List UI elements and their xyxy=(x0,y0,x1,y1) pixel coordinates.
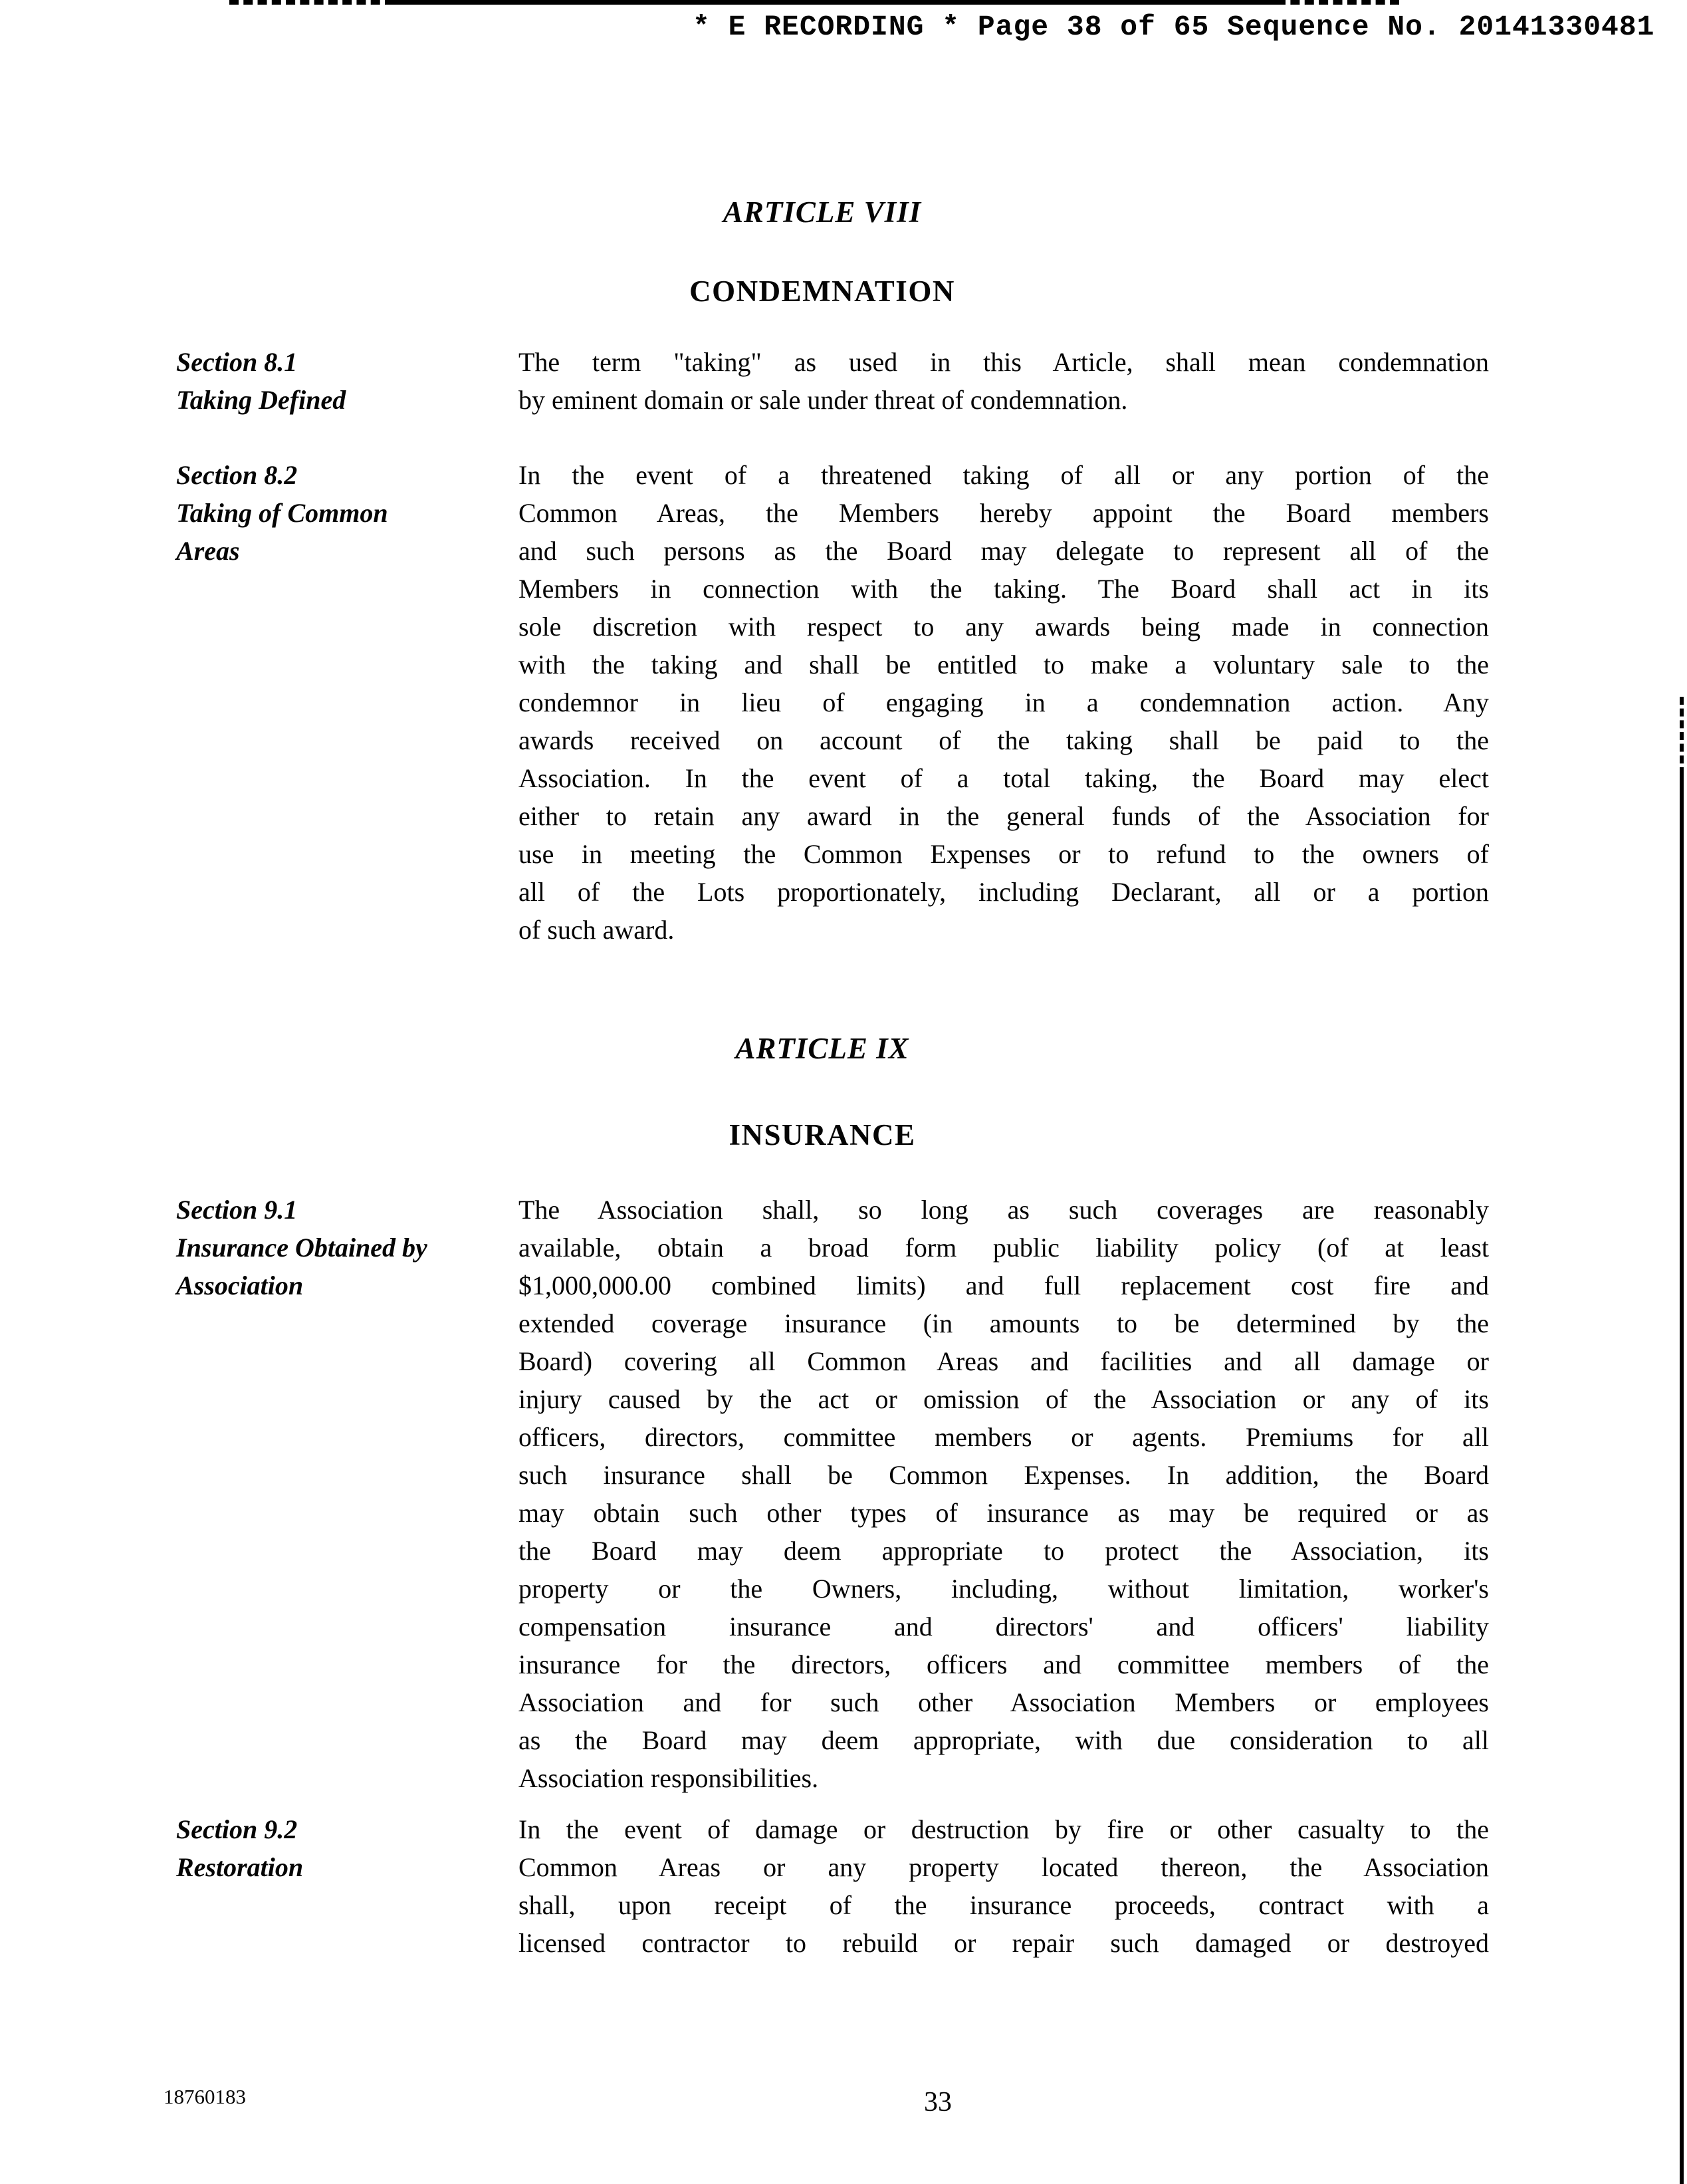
text-line: extended coverage insurance (in amounts to be determined by the xyxy=(518,1308,1489,1338)
section-8-1 xyxy=(176,343,1489,419)
section-9-2 xyxy=(176,1810,1489,1962)
text-line: and such persons as the Board may delegate to represent all of the xyxy=(518,536,1489,566)
text-line: with the taking and shall be entitled to make a voluntary sale to the xyxy=(518,650,1489,679)
text-line: The term "taking" as used in this Article, shall mean condemnation xyxy=(518,347,1489,377)
section-number: Section 8.1 xyxy=(176,347,298,377)
section-8-1-body xyxy=(518,343,1489,419)
text-line: Common Areas or any property located thereon, the Association xyxy=(518,1852,1489,1882)
section-title xyxy=(176,1848,518,1886)
text-line: Restoration xyxy=(176,1852,304,1882)
text-line: The Association shall, so long as such coverages are reasonably xyxy=(518,1195,1489,1225)
text-line: insurance for the directors, officers and committee members of the xyxy=(518,1649,1489,1679)
top-scan-line-dashed-right xyxy=(1276,0,1399,5)
text-line: shall, upon receipt of the insurance proceeds, contract with a xyxy=(518,1890,1489,1920)
text-line: Board) covering all Common Areas and facilities and all damage or xyxy=(518,1346,1489,1376)
text-line: awards received on account of the taking shall be paid to the xyxy=(518,725,1489,755)
text-line: all of the Lots proportionately, including Declarant, all or a portion xyxy=(518,877,1489,907)
section-8-2-label xyxy=(176,456,518,570)
text-line: such insurance shall be Common Expenses. In addition, the Board xyxy=(518,1460,1489,1490)
text-line: Association. In the event of a total taking, the Board may elect xyxy=(518,763,1489,793)
e-recording-header: * E RECORDING * Page 38 of 65 Sequence No. 20141330481 xyxy=(693,11,1655,43)
text-line: Taking of Common xyxy=(176,498,388,528)
section-number: Section 8.2 xyxy=(176,460,298,490)
right-scan-line-dashed xyxy=(1680,697,1684,775)
section-9-2-body xyxy=(518,1810,1489,1962)
insurance-heading: INSURANCE xyxy=(729,1118,916,1152)
section-9-2-label xyxy=(176,1810,518,1886)
text-line: by eminent domain or sale under threat of condemnation. xyxy=(518,385,1128,415)
section-title xyxy=(176,381,518,419)
text-line: Association and for such other Association Members or employees xyxy=(518,1687,1489,1717)
text-line: injury caused by the act or omission of the Association or any of its xyxy=(518,1384,1489,1414)
text-line: of such award. xyxy=(518,915,675,945)
text-line: Common Areas, the Members hereby appoint the Board members xyxy=(518,498,1489,528)
text-line: Association responsibilities. xyxy=(518,1763,819,1793)
section-8-2-body xyxy=(518,456,1489,949)
right-scan-line xyxy=(1680,773,1684,2184)
text-line: officers, directors, committee members or agents. Premiums for all xyxy=(518,1422,1489,1452)
section-number: Section 9.1 xyxy=(176,1195,298,1225)
section-9-1-label xyxy=(176,1191,518,1304)
footer-page-number: 33 xyxy=(924,2087,952,2118)
section-number: Section 9.2 xyxy=(176,1814,298,1844)
text-line: compensation insurance and directors' and officers' liability xyxy=(518,1612,1489,1641)
text-line: $1,000,000.00 combined limits) and full replacement cost fire and xyxy=(518,1271,1489,1300)
footer-document-number: 18760183 xyxy=(164,2085,246,2108)
text-line: Areas xyxy=(176,536,240,566)
text-line: either to retain any award in the general funds of the Association for xyxy=(518,801,1489,831)
text-line: may obtain such other types of insurance as may be required or as xyxy=(518,1498,1489,1528)
text-line: property or the Owners, including, without limitation, worker's xyxy=(518,1574,1489,1604)
text-line: available, obtain a broad form public liability policy (of at least xyxy=(518,1233,1489,1263)
text-line: In the event of damage or destruction by fire or other casualty to the xyxy=(518,1814,1489,1844)
text-line: condemnor in lieu of engaging in a condemnation action. Any xyxy=(518,687,1489,717)
text-line: sole discretion with respect to any awards being made in connection xyxy=(518,612,1489,642)
text-line: In the event of a threatened taking of all or any portion of the xyxy=(518,460,1489,490)
section-9-1 xyxy=(176,1191,1489,1797)
text-line: use in meeting the Common Expenses or to refund to the owners of xyxy=(518,839,1489,869)
text-line: Insurance Obtained by xyxy=(176,1233,427,1263)
section-9-1-body xyxy=(518,1191,1489,1797)
top-scan-line xyxy=(392,0,1276,5)
text-line: the Board may deem appropriate to protect the Association, its xyxy=(518,1536,1489,1566)
text-line: as the Board may deem appropriate, with due consideration to all xyxy=(518,1725,1489,1755)
section-title xyxy=(176,494,518,570)
text-line: Taking Defined xyxy=(176,385,346,415)
section-8-1-label xyxy=(176,343,518,419)
text-line: Association xyxy=(176,1271,304,1300)
article-ix-title: ARTICLE IX xyxy=(735,1032,909,1065)
condemnation-heading: CONDEMNATION xyxy=(689,275,955,308)
article-viii-title: ARTICLE VIII xyxy=(723,195,922,229)
top-scan-line-dashed-left xyxy=(229,0,394,5)
text-line: licensed contractor to rebuild or repair such damaged or destroyed xyxy=(518,1928,1489,1958)
section-title xyxy=(176,1229,518,1304)
text-line: Members in connection with the taking. The Board shall act in its xyxy=(518,574,1489,604)
section-8-2 xyxy=(176,456,1489,949)
